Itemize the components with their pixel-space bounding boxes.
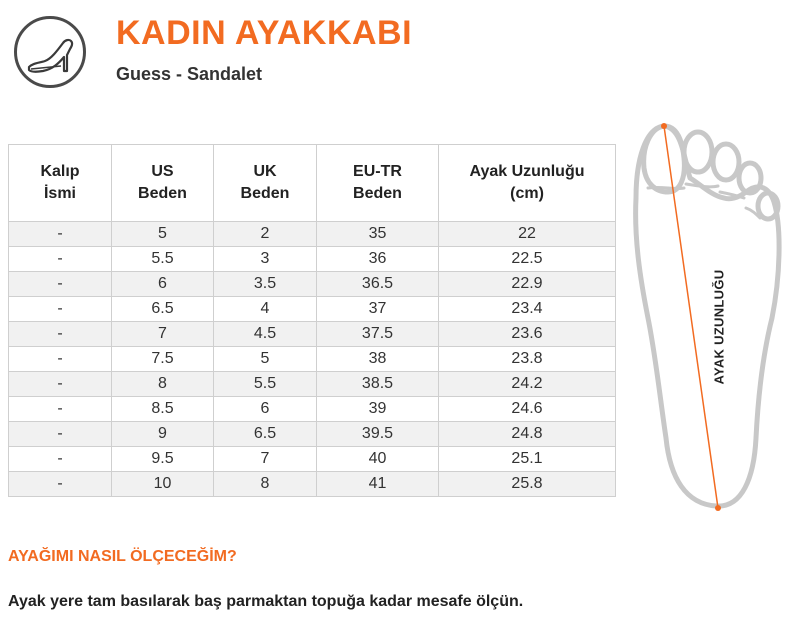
cell-mold-name: - (9, 222, 112, 247)
cell-eu-tr-size: 37 (317, 297, 439, 322)
shoe-logo (14, 16, 86, 88)
cell-eu-tr-size: 39.5 (317, 422, 439, 447)
cell-mold-name: - (9, 422, 112, 447)
cell-mold-name: - (9, 322, 112, 347)
column-header-foot-length: Ayak Uzunluğu (cm) (439, 145, 616, 222)
cell-mold-name: - (9, 272, 112, 297)
cell-eu-tr-size: 40 (317, 447, 439, 472)
cell-foot-length: 22 (439, 222, 616, 247)
table-row (9, 322, 616, 347)
cell-us-size: 5.5 (112, 247, 214, 272)
cell-foot-length: 23.6 (439, 322, 616, 347)
cell-foot-length: 24.2 (439, 372, 616, 397)
cell-uk-size: 5.5 (214, 372, 317, 397)
table-row (9, 347, 616, 372)
cell-eu-tr-size: 38.5 (317, 372, 439, 397)
cell-foot-length: 24.6 (439, 397, 616, 422)
measurement-start-dot (661, 123, 667, 129)
cell-us-size: 9 (112, 422, 214, 447)
cell-eu-tr-size: 41 (317, 472, 439, 497)
measurement-end-dot (715, 505, 721, 511)
cell-us-size: 8 (112, 372, 214, 397)
cell-foot-length: 22.5 (439, 247, 616, 272)
how-to-measure-text: Ayak yere tam basılarak baş parmaktan topuğa kadar mesafe ölçün. (8, 593, 524, 610)
cell-eu-tr-size: 35 (317, 222, 439, 247)
cell-uk-size: 5 (214, 347, 317, 372)
cell-uk-size: 4 (214, 297, 317, 322)
cell-eu-tr-size: 38 (317, 347, 439, 372)
cell-us-size: 8.5 (112, 397, 214, 422)
cell-foot-length: 25.1 (439, 447, 616, 472)
column-header-uk-size: UK Beden (214, 145, 317, 222)
cell-uk-size: 3 (214, 247, 317, 272)
foot-length-label: AYAK UZUNLUĞU (711, 269, 727, 385)
foot-outline-icon (636, 126, 779, 506)
cell-uk-size: 2 (214, 222, 317, 247)
cell-mold-name: - (9, 397, 112, 422)
cell-eu-tr-size: 39 (317, 397, 439, 422)
cell-foot-length: 24.8 (439, 422, 616, 447)
cell-mold-name: - (9, 347, 112, 372)
cell-eu-tr-size: 37.5 (317, 322, 439, 347)
cell-eu-tr-size: 36.5 (317, 272, 439, 297)
page-title: KADIN AYAKKABI (116, 14, 413, 52)
table-row (9, 447, 616, 472)
cell-mold-name: - (9, 297, 112, 322)
cell-us-size: 7 (112, 322, 214, 347)
table-row (9, 472, 616, 497)
table-row (9, 222, 616, 247)
table-header-row (9, 145, 616, 222)
table-row (9, 422, 616, 447)
cell-foot-length: 23.4 (439, 297, 616, 322)
foot-diagram (626, 118, 792, 518)
how-to-measure-title: AYAĞIMI NASIL ÖLÇECEĞİM? (8, 548, 237, 565)
cell-foot-length: 25.8 (439, 472, 616, 497)
cell-us-size: 5 (112, 222, 214, 247)
cell-uk-size: 6.5 (214, 422, 317, 447)
page-subtitle: Guess - Sandalet (116, 64, 263, 84)
column-header-us-size: US Beden (112, 145, 214, 222)
cell-mold-name: - (9, 447, 112, 472)
cell-mold-name: - (9, 472, 112, 497)
table-row (9, 247, 616, 272)
cell-us-size: 6.5 (112, 297, 214, 322)
size-table (8, 144, 616, 497)
cell-us-size: 7.5 (112, 347, 214, 372)
cell-mold-name: - (9, 247, 112, 272)
cell-uk-size: 3.5 (214, 272, 317, 297)
cell-eu-tr-size: 36 (317, 247, 439, 272)
cell-us-size: 9.5 (112, 447, 214, 472)
cell-us-size: 10 (112, 472, 214, 497)
table-row (9, 272, 616, 297)
cell-uk-size: 4.5 (214, 322, 317, 347)
table-row (9, 397, 616, 422)
cell-foot-length: 23.8 (439, 347, 616, 372)
table-row (9, 372, 616, 397)
cell-us-size: 6 (112, 272, 214, 297)
cell-uk-size: 6 (214, 397, 317, 422)
cell-mold-name: - (9, 372, 112, 397)
high-heel-shoe-icon (25, 33, 77, 77)
cell-uk-size: 8 (214, 472, 317, 497)
cell-uk-size: 7 (214, 447, 317, 472)
cell-foot-length: 22.9 (439, 272, 616, 297)
column-header-mold-name: Kalıp İsmi (9, 145, 112, 222)
table-row (9, 297, 616, 322)
column-header-eu-tr-size: EU-TR Beden (317, 145, 439, 222)
